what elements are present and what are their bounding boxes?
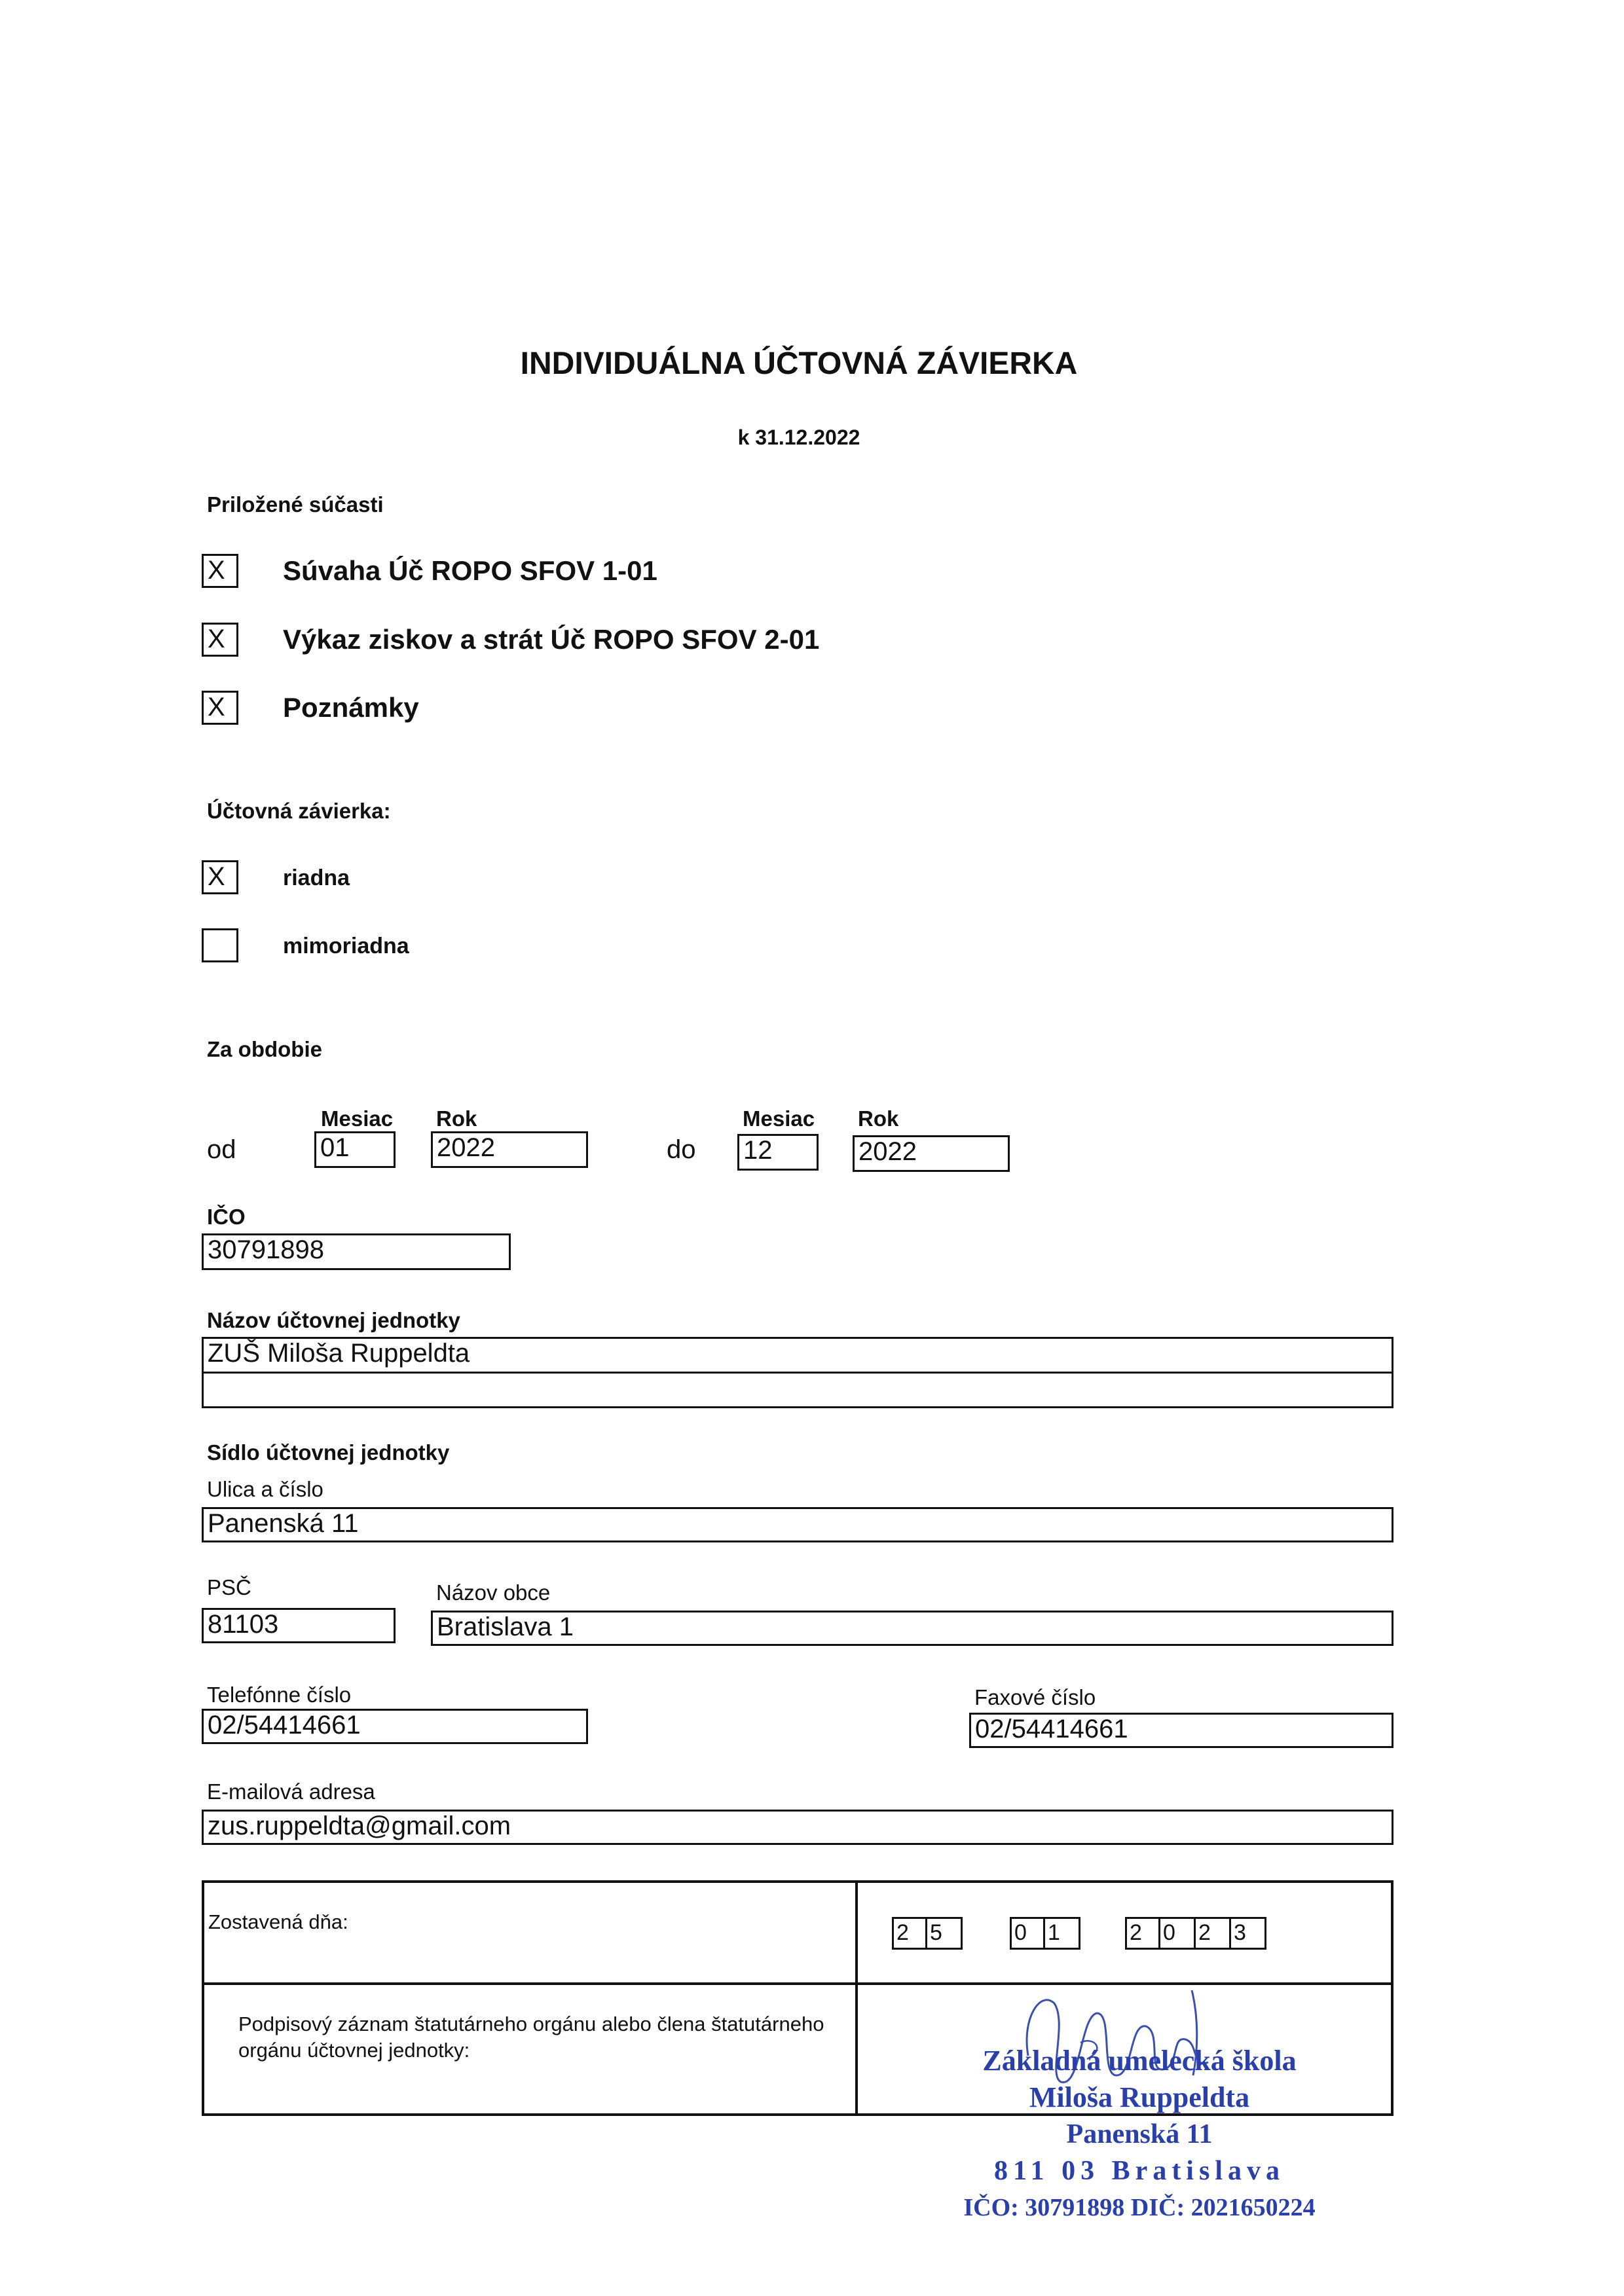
- signature-label: Podpisový záznam štatutárneho orgánu alebo člena štatutárneho orgánu účtovnej jednotky:: [238, 2013, 824, 2062]
- phone-label: Telefónne číslo: [207, 1683, 352, 1707]
- email-label: E-mailová adresa: [207, 1779, 375, 1804]
- city-label: Názov obce: [436, 1580, 551, 1605]
- entity-name-field-line1[interactable]: ZUŠ Miloša Ruppeldta: [202, 1337, 1393, 1374]
- attachments-heading: Priložené súčasti: [207, 492, 384, 517]
- date-day-digit-1[interactable]: 2: [892, 1917, 927, 1950]
- checkbox-income-statement[interactable]: X: [202, 623, 238, 657]
- to-year-label: Rok: [858, 1106, 899, 1131]
- stamp-line-5: IČO: 30791898 DIČ: 2021650224: [963, 2194, 1316, 2221]
- document-title: INDIVIDUÁLNA ÚČTOVNÁ ZÁVIERKA: [520, 346, 1078, 381]
- entity-name-label: Názov účtovnej jednotky: [207, 1308, 460, 1332]
- date-day-group[interactable]: [892, 1917, 963, 1950]
- from-year-field[interactable]: 2022: [431, 1131, 588, 1168]
- city-field[interactable]: Bratislava 1: [431, 1611, 1393, 1646]
- checkbox-notes[interactable]: X: [202, 691, 238, 725]
- stamp-line-4: 811 03 Bratislava: [993, 2156, 1285, 2186]
- date-month-digit-1[interactable]: 0: [1010, 1917, 1045, 1950]
- date-month-group[interactable]: [1010, 1917, 1080, 1950]
- date-year-group[interactable]: [1125, 1917, 1266, 1950]
- notes-label: Poznámky: [283, 692, 419, 723]
- checkbox-balance-sheet[interactable]: X: [202, 554, 238, 588]
- from-label: od: [207, 1135, 236, 1164]
- email-field[interactable]: zus.ruppeldta@gmail.com: [202, 1810, 1393, 1845]
- entity-name-field-line2[interactable]: [202, 1372, 1393, 1408]
- psc-field[interactable]: 81103: [202, 1608, 396, 1643]
- to-label: do: [667, 1135, 696, 1164]
- phone-field[interactable]: 02/54414661: [202, 1709, 588, 1744]
- street-field[interactable]: Panenská 11: [202, 1507, 1393, 1542]
- to-year-field[interactable]: 2022: [853, 1135, 1010, 1172]
- compiled-label: Zostavená dňa:: [208, 1910, 348, 1933]
- extraordinary-label: mimoriadna: [283, 934, 409, 958]
- fax-field[interactable]: 02/54414661: [969, 1713, 1393, 1748]
- to-month-label: Mesiac: [743, 1106, 815, 1131]
- date-year-digit-4[interactable]: 3: [1231, 1917, 1266, 1950]
- closing-type-heading: Účtovná závierka:: [207, 799, 391, 823]
- from-month-label: Mesiac: [321, 1106, 394, 1131]
- date-year-digit-2[interactable]: 0: [1160, 1917, 1196, 1950]
- seat-heading: Sídlo účtovnej jednotky: [207, 1440, 450, 1465]
- official-stamp: [936, 2043, 1342, 2226]
- regular-label: riadna: [283, 866, 350, 890]
- stamp-line-3: Panenská 11: [1066, 2119, 1213, 2149]
- fax-label: Faxové číslo: [974, 1685, 1096, 1709]
- balance-sheet-label: Súvaha Úč ROPO SFOV 1-01: [283, 555, 657, 586]
- period-heading: Za obdobie: [207, 1037, 322, 1061]
- psc-label: PSČ: [207, 1575, 251, 1599]
- date-day-digit-2[interactable]: 5: [927, 1917, 963, 1950]
- ico-label: IČO: [207, 1205, 246, 1229]
- from-year-label: Rok: [436, 1106, 477, 1131]
- street-label: Ulica a číslo: [207, 1477, 323, 1501]
- date-year-digit-1[interactable]: 2: [1125, 1917, 1160, 1950]
- stamp-line-2: Miloša Ruppeldta: [1029, 2081, 1250, 2113]
- date-year-digit-3[interactable]: 2: [1196, 1917, 1231, 1950]
- income-statement-label: Výkaz ziskov a strát Úč ROPO SFOV 2-01: [283, 624, 820, 655]
- date-month-digit-2[interactable]: 1: [1045, 1917, 1080, 1950]
- closing-date: k 31.12.2022: [737, 426, 860, 449]
- table-vertical-divider: [855, 1883, 858, 2113]
- to-month-field[interactable]: 12: [737, 1134, 819, 1171]
- from-month-field[interactable]: 01: [314, 1131, 396, 1168]
- checkbox-regular[interactable]: X: [202, 860, 238, 894]
- stamp-line-1: Základná umelecká škola: [982, 2045, 1297, 2077]
- checkbox-extraordinary[interactable]: [202, 928, 238, 962]
- ico-field[interactable]: 30791898: [202, 1233, 511, 1270]
